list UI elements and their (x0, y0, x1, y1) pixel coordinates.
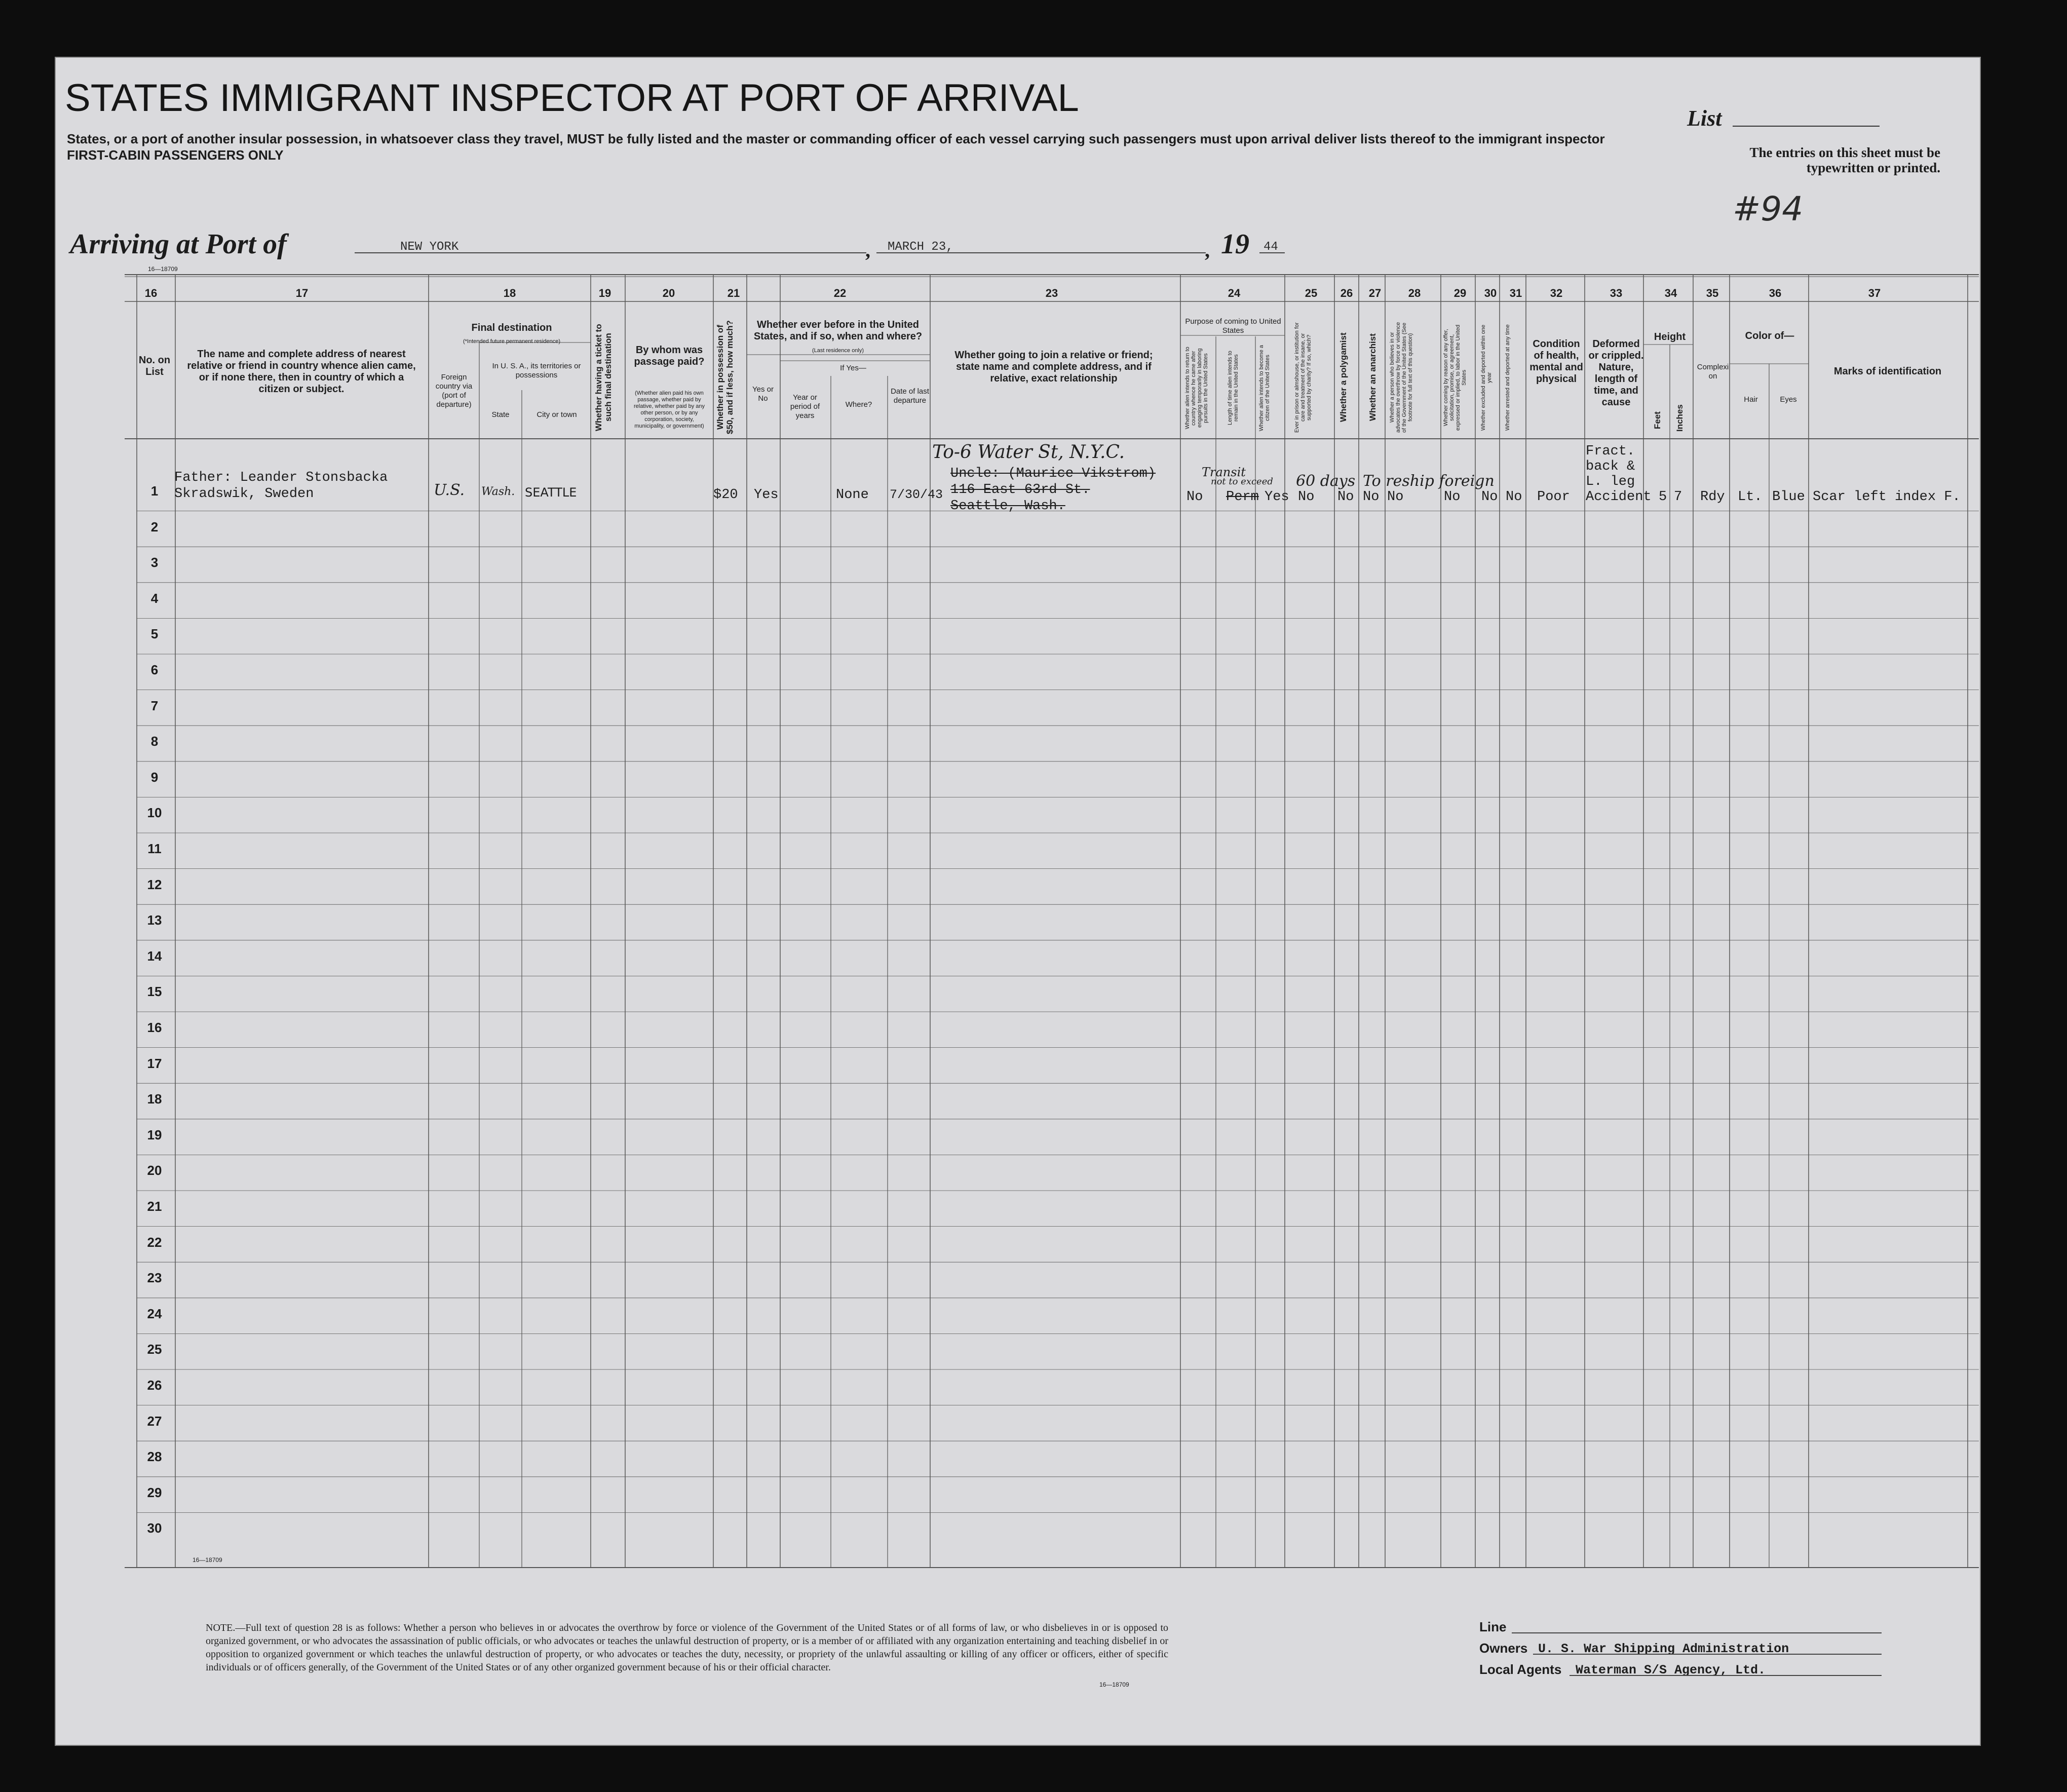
arrested-value: No (1506, 489, 1522, 505)
header-relative: The name and complete address of nearest relative or friend in country whence alien came, or if none there, then in country of which a citizen or subject. (187, 349, 416, 395)
subtitle-text: States, or a port of another insular possession, in whatsoever class they travel, MUST be fully listed and the master or commanding officer of each vessel carrying such passengers must upon arrival deliver lists thereof to the immigrant inspector (67, 131, 1605, 146)
line-label: Line (1479, 1619, 1507, 1634)
header-passage-note: (Whether alien paid his own passage, whether paid by relative, whether paid by any other person, or by any corporation, society, municipality, or government) (633, 390, 705, 429)
prison-value: No (1298, 489, 1315, 505)
purpose-b-hand-2: not to exceed (1211, 476, 1273, 487)
row-number: 9 (150, 769, 159, 785)
agents-value: Waterman S/S Agency, Ltd. (1576, 1663, 1766, 1677)
header-complexion: Complexion (1697, 363, 1729, 380)
header-state: State (491, 410, 510, 419)
header-final-destination-note: (*Intended future permanent residence) (463, 338, 560, 345)
header-excluded: Whether excluded and deported within one year (1480, 324, 1492, 431)
row-number: 20 (147, 1163, 162, 1178)
header-money: Whether in possession of $50, and if less, how much? (715, 320, 735, 435)
header-eyes: Eyes (1780, 395, 1797, 404)
row-number: 21 (147, 1199, 162, 1214)
join-relative-line1: Uncle: (Maurice Vikstrom) (950, 466, 1156, 481)
header-no-on-list: No. on List (138, 355, 171, 377)
excluded-value: No (1481, 489, 1498, 505)
column-number: 26 (1340, 287, 1353, 299)
deformed-line3: L. leg (1586, 474, 1635, 489)
sheet-number: #94 (1733, 189, 1804, 228)
row-number: 5 (150, 626, 159, 642)
page-title: STATES IMMIGRANT INSPECTOR AT PORT OF ARRIVAL (65, 77, 1079, 120)
row-number: 30 (147, 1520, 162, 1536)
row-number: 11 (147, 841, 162, 856)
column-number: 24 (1228, 287, 1241, 299)
health-value: Poor (1537, 489, 1570, 505)
year-suffix: 44 (1264, 240, 1278, 254)
line-blank (1512, 1632, 1882, 1633)
header-purpose-c: Whether alien intends to become a citizen of the United States (1258, 345, 1271, 431)
marks-value: Scar left index F. (1813, 489, 1961, 505)
year-prefix: 19 (1221, 228, 1249, 260)
hair-value: Lt. (1738, 489, 1763, 505)
column-number: 19 (598, 287, 611, 299)
row-number: 12 (147, 876, 162, 892)
row-number: 26 (147, 1378, 162, 1393)
header-color-of: Color of— (1745, 330, 1794, 341)
footnote-form-code: 16—18709 (1099, 1681, 1129, 1688)
header-purpose: Purpose of coming to United States (1185, 317, 1281, 335)
row-number: 3 (150, 555, 159, 570)
list-blank-line (1733, 126, 1880, 127)
column-number: 35 (1706, 287, 1719, 299)
header-labor-offer: Whether coming by reason of any offer, solicitation, promise, or agreement, expressed or implied, to labor in the United States (1443, 324, 1467, 431)
header-arrested: Whether arrested and deported at any time (1505, 324, 1511, 431)
column-number: 22 (833, 287, 847, 299)
class-line: FIRST-CABIN PASSENGERS ONLY (67, 147, 284, 163)
entries-note: The entries on this sheet must be typewritten or printed. (1749, 145, 1940, 175)
port-value: NEW YORK (400, 240, 459, 254)
join-handwritten: To-6 Water St, N.Y.C. (932, 442, 1125, 463)
feet-value: 5 (1659, 489, 1667, 505)
header-before-in-us: Whether ever before in the United States, and if so, when and where? (753, 319, 923, 342)
deformed-line4: Accident (1586, 489, 1652, 505)
header-city: City or town (537, 410, 577, 419)
row-number: 6 (150, 662, 159, 677)
form-code-bottom: 16—18709 (193, 1556, 222, 1564)
complexion-value: Rdy (1700, 489, 1725, 505)
column-number: 31 (1509, 287, 1522, 299)
header-period: Year or period of years (790, 393, 820, 420)
column-number: 21 (727, 287, 740, 299)
owners-value: U. S. War Shipping Administration (1538, 1642, 1789, 1656)
q28-handwritten: To reship foreign (1363, 472, 1495, 490)
header-join-relative: Whether going to join a relative or friend; state name and complete address, and if relative, exact relationship (954, 350, 1153, 384)
row-number: 25 (147, 1342, 162, 1357)
header-polygamist: Whether a polygamist (1338, 332, 1348, 423)
row-number: 8 (150, 734, 159, 749)
deformed-line1: Fract. (1586, 444, 1635, 459)
header-purpose-b: Length of time alien intends to remain in the United States (1227, 351, 1239, 426)
column-number: 18 (503, 287, 516, 299)
before-yes-no: Yes (754, 487, 779, 503)
column-number: 17 (295, 287, 309, 299)
relative-address: Skradswik, Sweden (174, 486, 314, 502)
header-q28: Whether a person who believes in or advocates the overthrow by force or violence of the Government of the United States (See footnote for full text of this question) (1389, 322, 1413, 433)
row-number: 27 (147, 1413, 162, 1429)
header-hair: Hair (1744, 395, 1758, 404)
purpose-b-value: Perm (1226, 489, 1259, 505)
before-date: 7/30/43 (890, 487, 943, 502)
purpose-b-hand-3: 60 days (1296, 472, 1356, 490)
owners-blank (1533, 1654, 1882, 1655)
year-line (1259, 252, 1285, 253)
before-where: None (836, 487, 869, 503)
column-number: 30 (1484, 287, 1497, 299)
state-value: Wash. (481, 485, 515, 498)
row-number: 29 (147, 1484, 162, 1500)
header-inches: Inches (1675, 404, 1685, 432)
money-value: $20 (713, 487, 738, 503)
inches-value: 7 (1674, 489, 1682, 505)
relative-name: Father: Leander Stonsbacka (174, 470, 388, 485)
city-value: SEATTLE (525, 485, 577, 500)
header-health: Condition of health, mental and physical (1529, 338, 1583, 385)
row-number: 4 (150, 590, 159, 606)
column-number: 27 (1368, 287, 1382, 299)
row-number: 24 (147, 1306, 162, 1321)
row-number: 19 (147, 1127, 162, 1142)
row-number: 17 (147, 1055, 162, 1071)
header-final-destination: Final destination (471, 322, 552, 333)
column-number: 25 (1305, 287, 1318, 299)
header-if-yes: If Yes— (840, 364, 866, 372)
header-passage-paid: By whom was passage paid? (634, 345, 705, 367)
header-height: Height (1654, 331, 1686, 342)
subtitle (67, 131, 1607, 163)
purpose-b-hand-1: Transit (1202, 465, 1246, 479)
row-number: 13 (147, 912, 162, 928)
column-number: 29 (1453, 287, 1467, 299)
agents-blank (1570, 1675, 1882, 1676)
row-number: 7 (150, 698, 159, 713)
row-number: 16 (147, 1020, 162, 1035)
header-before-note: (Last residence only) (812, 348, 864, 354)
row-number: 15 (147, 984, 162, 1000)
comma: , (1205, 239, 1210, 261)
header-feet: Feet (1653, 411, 1662, 430)
list-label: List (1687, 106, 1722, 131)
join-relative-line3: Seattle, Wash. (950, 499, 1065, 514)
arriving-label: Arriving at Port of (70, 228, 287, 260)
column-number: 34 (1664, 287, 1677, 299)
column-number: 33 (1610, 287, 1623, 299)
header-where: Where? (845, 400, 872, 409)
header-purpose-a: Whether alien intends to return to country whence he came after engaging temporarily in laboring pursuits in the United States (1184, 347, 1209, 430)
purpose-c-value: Yes (1265, 489, 1289, 505)
row-number: 28 (147, 1449, 162, 1465)
row-number: 14 (147, 948, 162, 964)
eyes-value: Blue (1772, 489, 1805, 505)
labor-offer-value: No (1444, 489, 1461, 505)
column-number: 20 (662, 287, 675, 299)
footnote: NOTE.—Full text of question 28 is as follows: Whether a person who believes in or advocates the overthrow by force or violence of the Government of the United States or of all forms of law, or who disbelieves in or is opposed to organized government, or who advocates the assassination of public officials, or who advocates or teaches the unlawful destruction of property, or is a member of or affiliated with any organization entertaining and teaching disbelief in or opposition to organized government or which teaches the unlawful destruction of property, or who advocates or teaches the duty, necessity, or propriety of the unlawful assaulting or killing of any officer or officers, either of specific individuals or of officers generally, of the Government of the United States or of any other organized government because of his or their official character. (206, 1622, 1168, 1673)
column-number: 28 (1408, 287, 1421, 299)
row-number: 18 (147, 1091, 162, 1107)
owners-label: Owners (1479, 1641, 1528, 1656)
column-number: 32 (1550, 287, 1563, 299)
header-marks: Marks of identification (1833, 366, 1942, 377)
polygamist-value: No (1337, 489, 1354, 505)
header-date-departure: Date of last departure (891, 387, 929, 405)
header-deformed: Deformed or crippled. Nature, length of time, and cause (1588, 338, 1644, 408)
header-foreign-country: Foreign country via (port of departure) (435, 373, 473, 409)
column-number: 36 (1769, 287, 1782, 299)
header-anarchist: Whether an anarchist (1368, 333, 1377, 422)
header-ticket: Whether having a ticket to such final destination (594, 324, 613, 431)
deformed-line2: back & (1586, 459, 1635, 474)
column-number: 23 (1045, 287, 1058, 299)
foreign-country-value: U.S. (434, 481, 465, 499)
column-number: 37 (1868, 287, 1881, 299)
header-in-usa: In U. S. A., its territories or possessions (492, 362, 581, 379)
purpose-a-value: No (1186, 489, 1203, 505)
agents-label: Local Agents (1479, 1662, 1562, 1677)
anarchist-value: No (1363, 489, 1380, 505)
join-relative-line2: 116 East 63rd St. (950, 482, 1090, 498)
comma: , (865, 239, 870, 261)
form-code: 16—18709 (148, 265, 178, 273)
row-number: 23 (147, 1270, 162, 1286)
header-yes-no: Yes or No (752, 385, 774, 403)
row-number: 22 (147, 1234, 162, 1250)
row-number: 2 (150, 519, 159, 535)
q28-value: No (1387, 489, 1404, 505)
row-number: 10 (147, 805, 162, 821)
header-prison: Ever in prison or almshouse, or institution for care and treatment of the insane, or supported by charity? If so, which? (1294, 322, 1312, 433)
column-number: 16 (144, 287, 158, 299)
row-number: 1 (150, 483, 159, 499)
date-value: MARCH 23, (888, 240, 953, 254)
